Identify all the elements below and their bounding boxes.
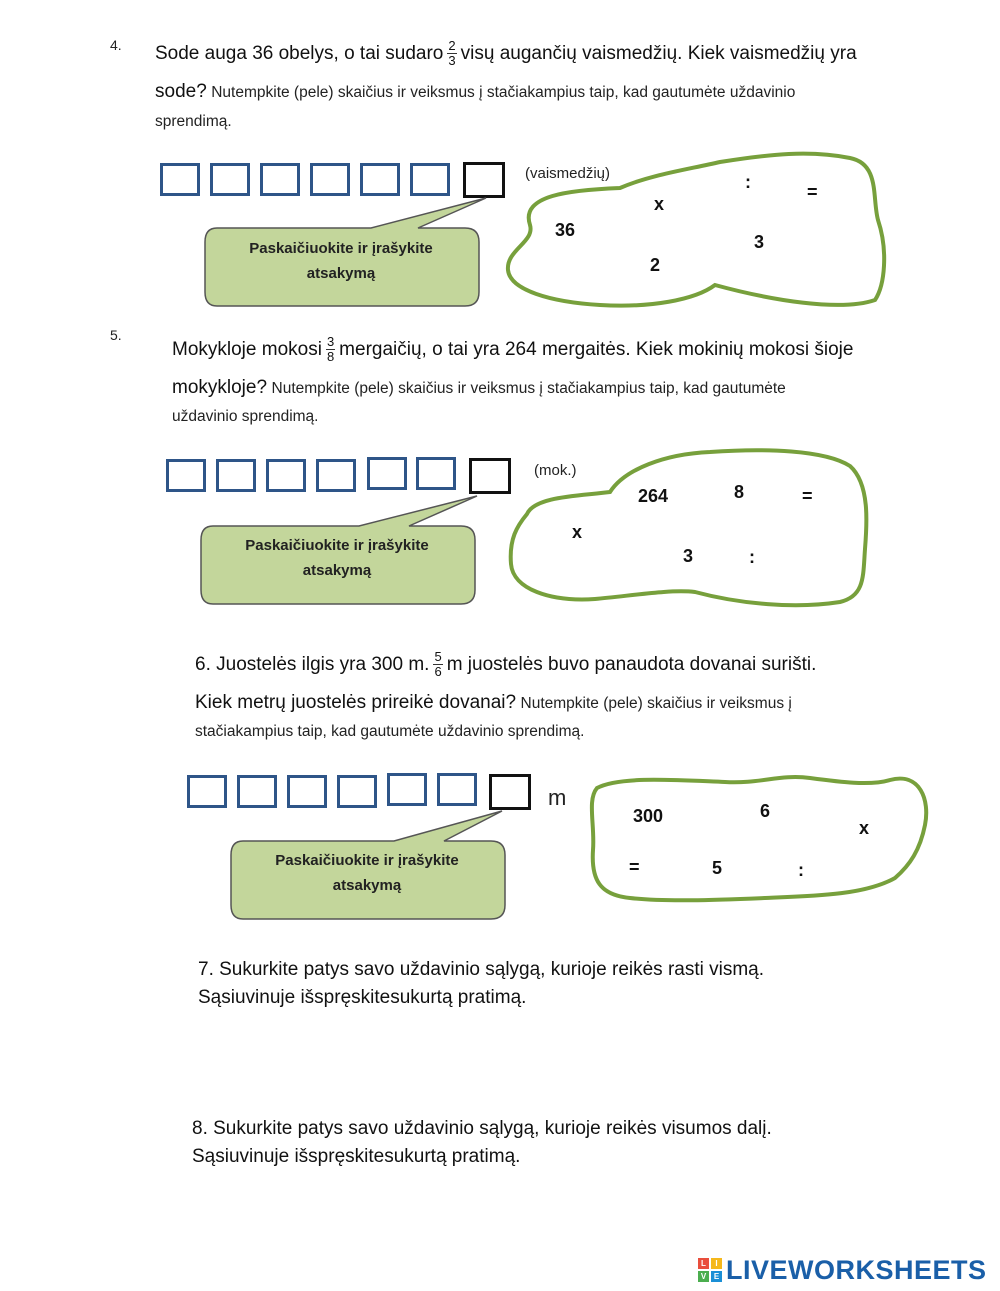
token-number[interactable]: 8 bbox=[734, 482, 745, 502]
question-text-part: m juostelės buvo panaudota dovanai surišti. bbox=[446, 654, 817, 675]
instruction-text: Nutempkite (pele) skaičius ir veiksmus į bbox=[520, 695, 792, 712]
unit-label: (mok.) bbox=[534, 462, 577, 479]
question-text-part: Kiek metrų juostelės prireikė dovanai? bbox=[195, 692, 517, 713]
token-multiply[interactable]: x bbox=[572, 522, 583, 542]
callout-line: atsakymą bbox=[302, 562, 372, 579]
drop-slot[interactable] bbox=[266, 459, 306, 492]
question-number: 5. bbox=[110, 327, 122, 343]
token-number[interactable]: 264 bbox=[638, 486, 669, 506]
callout-line: atsakymą bbox=[306, 265, 376, 282]
logo-mark-icon bbox=[698, 1258, 722, 1282]
token-number[interactable]: 36 bbox=[555, 220, 576, 240]
drop-slot[interactable] bbox=[210, 163, 250, 196]
question-line: Sąsiuvinuje išspręskitesukurtą pratimą. bbox=[198, 987, 527, 1008]
token-number[interactable]: 3 bbox=[683, 546, 694, 566]
token-equals[interactable]: = bbox=[802, 486, 813, 506]
question-text-part: Mokykloje mokosi bbox=[172, 339, 322, 360]
token-number[interactable]: 5 bbox=[712, 858, 723, 878]
callout-line: Paskaičiuokite ir įrašykite bbox=[245, 537, 429, 554]
drop-slot[interactable] bbox=[316, 459, 356, 492]
token-area bbox=[585, 770, 930, 905]
callout-text bbox=[201, 533, 473, 583]
drop-slot[interactable] bbox=[360, 163, 400, 196]
drop-slot[interactable] bbox=[310, 163, 350, 196]
drop-slot[interactable] bbox=[337, 775, 377, 808]
fraction-denominator: 3 bbox=[448, 53, 456, 69]
question-5-text bbox=[172, 332, 853, 368]
question-8-text bbox=[192, 1115, 772, 1171]
fraction bbox=[326, 335, 335, 364]
question-text-part: sode? bbox=[155, 81, 207, 102]
question-line: Sąsiuvinuje išspręskitesukurtą pratimą. bbox=[192, 1146, 521, 1167]
question-text-part: mergaičių, o tai yra 264 mergaitės. Kiek mokinių mokosi šioje bbox=[339, 339, 854, 360]
token-number[interactable]: 300 bbox=[633, 806, 664, 826]
drop-slot[interactable] bbox=[260, 163, 300, 196]
token-number[interactable]: 2 bbox=[650, 255, 661, 275]
token-equals[interactable]: = bbox=[807, 182, 818, 202]
fraction bbox=[433, 650, 442, 679]
liveworksheets-logo[interactable] bbox=[698, 1255, 987, 1285]
logo-block: E bbox=[711, 1271, 722, 1282]
drop-slot[interactable] bbox=[287, 775, 327, 808]
drop-slot[interactable] bbox=[367, 457, 407, 490]
logo-block: I bbox=[711, 1258, 722, 1269]
answer-input-box[interactable] bbox=[489, 774, 531, 810]
drop-slot[interactable] bbox=[216, 459, 256, 492]
question-5-instruction bbox=[172, 370, 786, 406]
token-number[interactable]: 3 bbox=[754, 232, 765, 252]
token-equals[interactable]: = bbox=[629, 857, 640, 877]
token-number[interactable]: 6 bbox=[760, 801, 771, 821]
drop-slot[interactable] bbox=[160, 163, 200, 196]
instruction-text: Nutempkite (pele) skaičius ir veiksmus į stačiakampius taip, kad gautumėte bbox=[271, 380, 786, 397]
question-4-text bbox=[155, 36, 857, 72]
callout-text bbox=[205, 236, 477, 286]
token-divide[interactable]: : bbox=[798, 860, 804, 880]
callout-line: Paskaičiuokite ir įrašykite bbox=[275, 852, 459, 869]
logo-block: L bbox=[698, 1258, 709, 1269]
fraction-denominator: 6 bbox=[434, 664, 442, 680]
unit-label: m bbox=[548, 785, 567, 810]
token-multiply[interactable]: x bbox=[859, 818, 870, 838]
question-7-text bbox=[198, 956, 764, 1012]
drop-slot[interactable] bbox=[416, 457, 456, 490]
question-line: 8. Sukurkite patys savo uždavinio sąlygą, kurioje reikės visumos dalį. bbox=[192, 1118, 772, 1139]
question-text-part: mokykloje? bbox=[172, 377, 268, 398]
token-divide[interactable]: : bbox=[745, 172, 751, 192]
answer-input-box[interactable] bbox=[463, 162, 505, 198]
token-area bbox=[505, 444, 875, 609]
question-text-part: 6. Juostelės ilgis yra 300 m. bbox=[195, 654, 430, 675]
question-4-instruction bbox=[155, 74, 795, 110]
question-6-instruction bbox=[195, 685, 792, 721]
instruction-text: uždavinio sprendimą. bbox=[172, 408, 319, 425]
logo-block: V bbox=[698, 1271, 709, 1282]
drop-slot[interactable] bbox=[410, 163, 450, 196]
unit-label: (vaismedžių) bbox=[525, 165, 611, 182]
question-number: 4. bbox=[110, 37, 122, 53]
token-divide[interactable]: : bbox=[749, 547, 755, 567]
question-6-text bbox=[195, 647, 816, 683]
fraction-numerator: 2 bbox=[448, 38, 456, 54]
fraction-numerator: 5 bbox=[434, 649, 442, 665]
fraction-numerator: 3 bbox=[326, 334, 335, 350]
instruction-text: sprendimą. bbox=[155, 113, 232, 130]
fraction bbox=[447, 39, 456, 68]
callout-line: Paskaičiuokite ir įrašykite bbox=[249, 240, 433, 257]
drop-slot[interactable] bbox=[437, 773, 477, 806]
drop-slot[interactable] bbox=[237, 775, 277, 808]
fraction-denominator: 8 bbox=[326, 349, 335, 365]
drop-slot[interactable] bbox=[187, 775, 227, 808]
instruction-text: stačiakampius taip, kad gautumėte uždavinio sprendimą. bbox=[195, 723, 585, 740]
question-line: 7. Sukurkite patys savo uždavinio sąlygą, kurioje reikės rasti vismą. bbox=[198, 959, 765, 980]
callout-text bbox=[231, 848, 503, 898]
token-multiply[interactable]: x bbox=[654, 194, 665, 214]
logo-text: LIVEWORKSHEETS bbox=[726, 1254, 987, 1285]
instruction-text: Nutempkite (pele) skaičius ir veiksmus į stačiakampius taip, kad gautumėte uždavinio bbox=[211, 84, 796, 101]
callout-line: atsakymą bbox=[332, 877, 402, 894]
drop-slot[interactable] bbox=[387, 773, 427, 806]
drop-slot[interactable] bbox=[166, 459, 206, 492]
question-text-part: visų augančių vaismedžių. Kiek vaismedžių yra bbox=[460, 43, 857, 64]
question-text-part: Sode auga 36 obelys, o tai sudaro bbox=[155, 43, 444, 64]
